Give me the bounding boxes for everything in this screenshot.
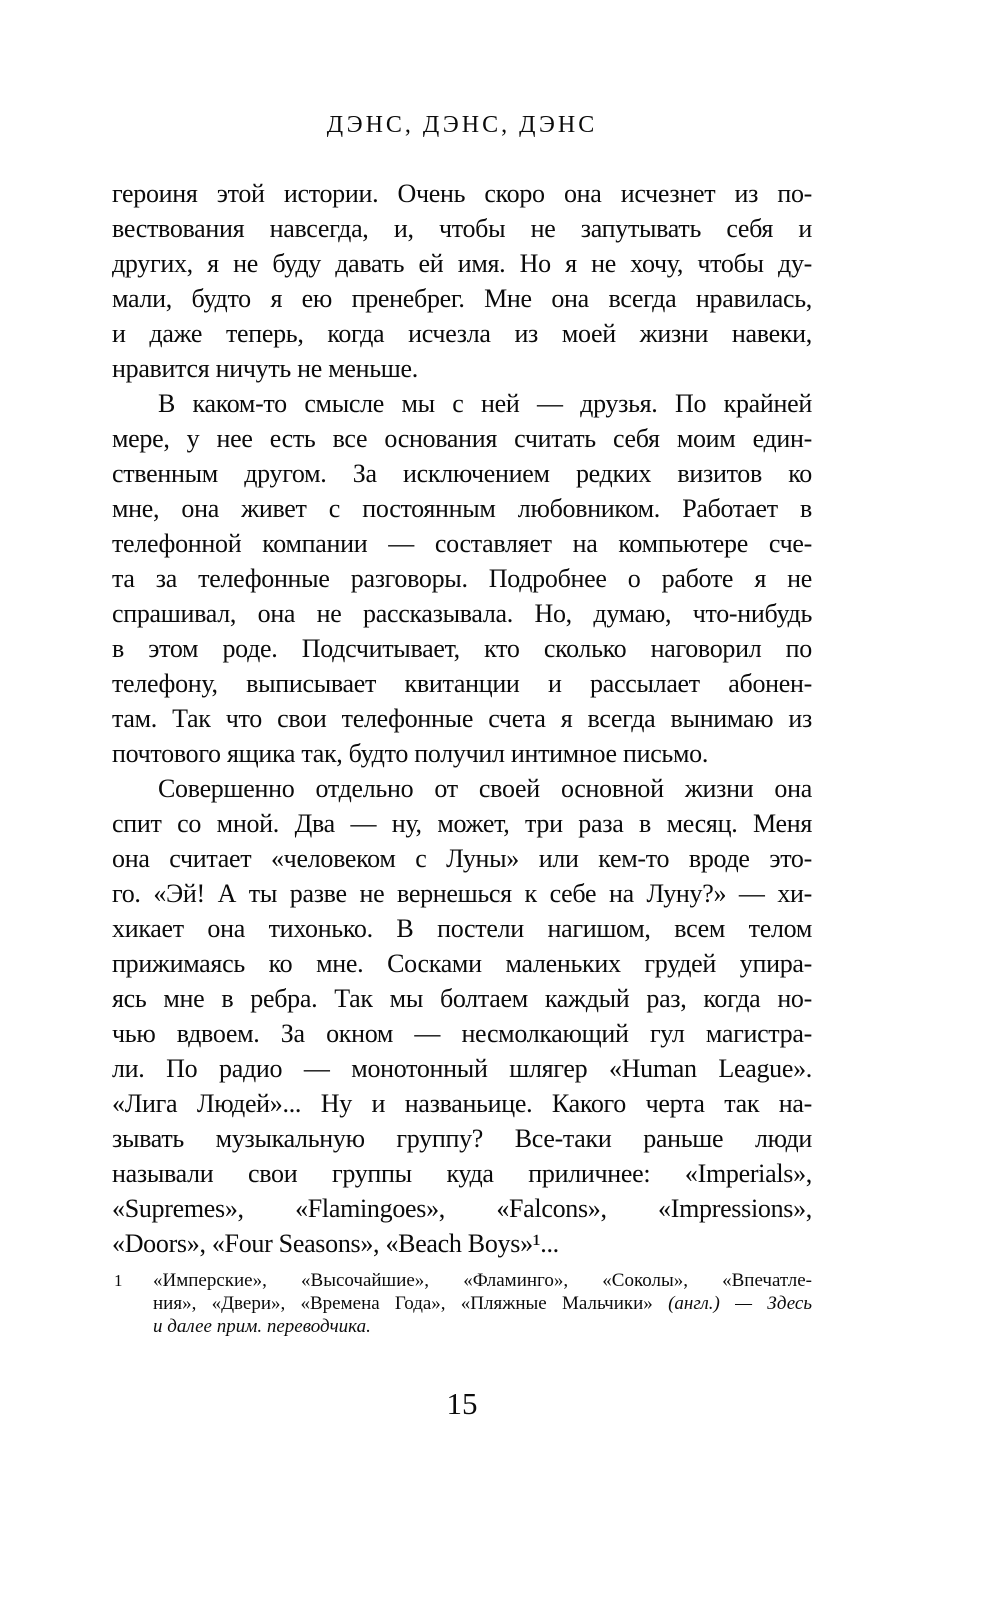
text-line: вествования навсегда, и, чтобы не запутывать себя и: [112, 214, 812, 243]
page-number: 15: [446, 1386, 478, 1421]
text-line: и даже теперь, когда исчезла из моей жизни навеки,: [112, 319, 812, 348]
text-line: го. «Эй! А ты разве не вернешься к себе на Луну?» — хи-: [112, 879, 812, 908]
text-line: нравится ничуть не меньше.: [112, 354, 418, 383]
text-line: ясь мне в ребра. Так мы болтаем каждый раз, когда но-: [112, 984, 812, 1013]
text-line: мне, она живет с постоянным любовником. Работает в: [112, 494, 812, 523]
text-line: «Лига Людей»... Ну и названьице. Какого черта так на-: [112, 1089, 812, 1118]
text-line: ли. По радио — монотонный шлягер «Human League».: [112, 1054, 812, 1083]
text-line: зывать музыкальную группу? Все-таки раньше люди: [112, 1124, 812, 1153]
text-line: чью вдвоем. За окном — несмолкающий гул магистра-: [112, 1019, 812, 1048]
text-line: В каком-то смысле мы с ней — друзья. По крайней: [158, 389, 812, 418]
running-head: ДЭНС, ДЭНС, ДЭНС: [326, 112, 598, 138]
text-line: она считает «человеком с Луны» или кем-то вроде это-: [112, 844, 812, 873]
footnote: [112, 1269, 812, 1338]
text-line: почтового ящика так, будто получил интимное письмо.: [112, 739, 709, 768]
text-line: называли свои группы куда приличнее: «Imperials»,: [112, 1159, 812, 1188]
text-line: в этом роде. Подсчитывает, кто сколько наговорил по: [112, 634, 812, 663]
text-block: [112, 108, 812, 1422]
text-line: та за телефонные разговоры. Подробнее о работе я не: [112, 564, 812, 593]
text-line: других, я не буду давать ей имя. Но я не хочу, чтобы ду-: [112, 249, 812, 278]
footnote-text: [153, 1269, 812, 1338]
footnote-line: ния», «Двери», «Времена Года», «Пляжные Мальчики» (англ.) — Здесь: [153, 1293, 812, 1314]
text-line: спрашивал, она не рассказывала. Но, думаю, что-нибудь: [112, 599, 812, 628]
text-line: героиня этой истории. Очень скоро она исчезнет из по-: [112, 179, 812, 208]
text-line: мере, у нее есть все основания считать себя моим един-: [112, 424, 812, 453]
text-line: «Doors», «Four Seasons», «Beach Boys»¹...: [112, 1229, 559, 1258]
text-line: мали, будто я ею пренебрег. Мне она всегда нравилась,: [112, 284, 812, 313]
footnote-marker: 1: [114, 1271, 123, 1290]
text-line: хикает она тихонько. В постели нагишом, всем телом: [112, 914, 812, 943]
footnote-line: и далее прим. переводчика.: [153, 1316, 371, 1337]
body-text: [112, 176, 812, 1261]
text-line: Совершенно отдельно от своей основной жизни она: [158, 774, 812, 803]
text-line: там. Так что свои телефонные счета я всегда вынимаю из: [112, 704, 812, 733]
text-line: телефонной компании — составляет на компьютере сче-: [112, 529, 812, 558]
text-line: «Supremes», «Flamingoes», «Falcons», «Impressions»,: [112, 1194, 812, 1223]
text-line: ственным другом. За исключением редких визитов ко: [112, 459, 812, 488]
text-line: спит со мной. Два — ну, может, три раза в месяц. Меня: [112, 809, 812, 838]
footnote-line: «Имперские», «Высочайшие», «Фламинго», «Соколы», «Впечатле-: [153, 1270, 812, 1291]
text-line: прижимаясь ко мне. Сосками маленьких грудей упира-: [112, 949, 812, 978]
text-line: телефону, выписывает квитанции и рассылает абонен-: [112, 669, 812, 698]
